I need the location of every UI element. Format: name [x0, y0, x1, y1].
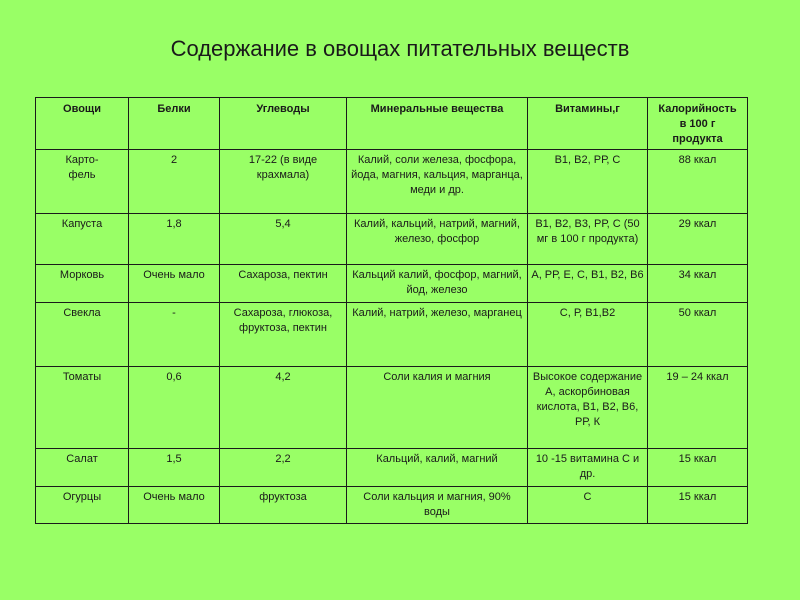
cell-calories: 29 ккал: [648, 214, 748, 265]
cell-carbohydrates: Сахароза, пектин: [220, 265, 347, 303]
cell-proteins: 1,8: [129, 214, 220, 265]
cell-vitamins: С, Р, В1,В2: [528, 303, 648, 367]
cell-vitamins: С: [528, 487, 648, 524]
cell-vitamins: 10 -15 витамина С и др.: [528, 449, 648, 487]
cell-calories: 50 ккал: [648, 303, 748, 367]
slide-title: Содержание в овощах питательных веществ: [170, 36, 630, 61]
cell-calories: 34 ккал: [648, 265, 748, 303]
cell-minerals: Соли кальция и магния, 90% воды: [347, 487, 528, 524]
cell-proteins: -: [129, 303, 220, 367]
header-vegetables: Овощи: [36, 98, 129, 150]
cell-calories: 19 – 24 ккал: [648, 367, 748, 449]
cell-vitamins: Высокое содержание А, аскорбиновая кислота, В1, В2, В6, РР, К: [528, 367, 648, 449]
cell-proteins: Очень мало: [129, 487, 220, 524]
cell-vegetable: Огурцы: [36, 487, 129, 524]
nutrients-table: [35, 97, 748, 524]
cell-minerals: Калий, кальций, натрий, магний, железо, фосфор: [347, 214, 528, 265]
header-vitamins: Витамины,г: [528, 98, 648, 150]
cell-proteins: 1,5: [129, 449, 220, 487]
table-header-row: [36, 98, 748, 150]
cell-calories: 88 ккал: [648, 150, 748, 214]
cell-vitamins: А, РР, Е, С, В1, В2, В6: [528, 265, 648, 303]
cell-proteins: 2: [129, 150, 220, 214]
table-row: [36, 487, 748, 524]
cell-minerals: Кальций, калий, магний: [347, 449, 528, 487]
cell-calories: 15 ккал: [648, 487, 748, 524]
cell-carbohydrates: 4,2: [220, 367, 347, 449]
cell-minerals: Кальций калий, фосфор, магний, йод, железо: [347, 265, 528, 303]
table-row: [36, 367, 748, 449]
cell-carbohydrates: 2,2: [220, 449, 347, 487]
cell-minerals: Калий, натрий, железо, марганец: [347, 303, 528, 367]
cell-proteins: Очень мало: [129, 265, 220, 303]
header-carbohydrates: Углеводы: [220, 98, 347, 150]
cell-calories: 15 ккал: [648, 449, 748, 487]
table-row: [36, 265, 748, 303]
table-row: [36, 214, 748, 265]
table-row: [36, 303, 748, 367]
cell-vegetable: Салат: [36, 449, 129, 487]
header-calories: Калорийность в 100 г продукта: [648, 98, 748, 150]
cell-vegetable: Томаты: [36, 367, 129, 449]
cell-carbohydrates: 17-22 (в виде крахмала): [220, 150, 347, 214]
cell-carbohydrates: Сахароза, глюкоза, фруктоза, пектин: [220, 303, 347, 367]
cell-carbohydrates: фруктоза: [220, 487, 347, 524]
cell-minerals: Соли калия и магния: [347, 367, 528, 449]
cell-vitamins: В1, В2, В3, РР, С (50 мг в 100 г продукта): [528, 214, 648, 265]
cell-carbohydrates: 5,4: [220, 214, 347, 265]
cell-vegetable: Капуста: [36, 214, 129, 265]
table-row: [36, 150, 748, 214]
table-row: [36, 449, 748, 487]
cell-vegetable: Свекла: [36, 303, 129, 367]
cell-minerals: Калий, соли железа, фосфора, йода, магния, кальция, марганца, меди и др.: [347, 150, 528, 214]
cell-vitamins: В1, В2, РР, С: [528, 150, 648, 214]
cell-vegetable: Карто- фель: [36, 150, 129, 214]
cell-proteins: 0,6: [129, 367, 220, 449]
header-minerals: Минеральные вещества: [347, 98, 528, 150]
header-proteins: Белки: [129, 98, 220, 150]
cell-vegetable: Морковь: [36, 265, 129, 303]
